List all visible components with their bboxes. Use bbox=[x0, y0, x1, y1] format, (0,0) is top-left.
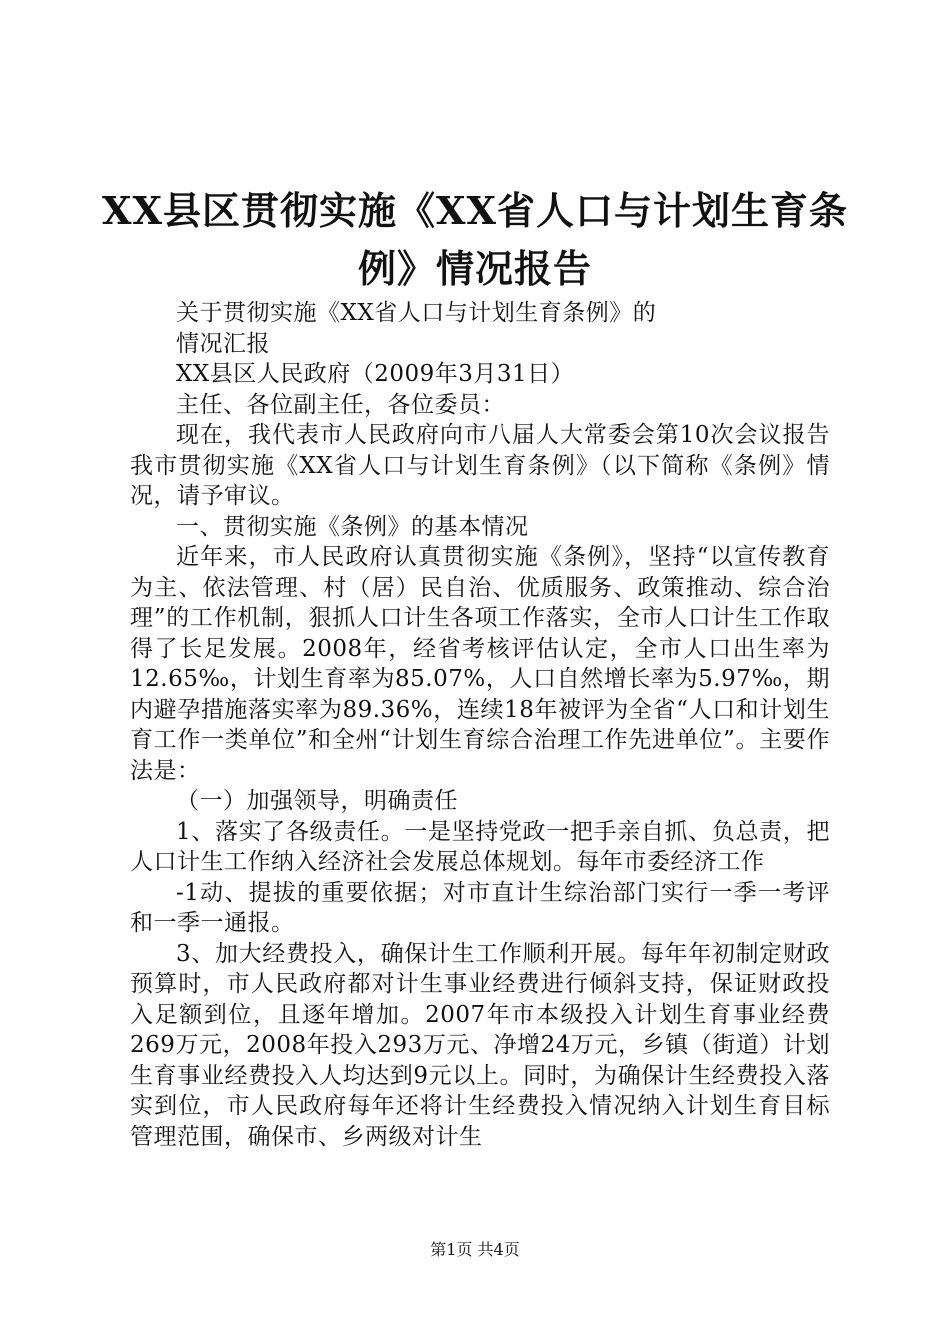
document-body bbox=[130, 298, 830, 1152]
paragraph: -1动、提拔的重要依据；对市直计生综治部门实行一季一考评和一季一通报。 bbox=[130, 879, 830, 936]
page-footer: 第1页 共4页 bbox=[430, 1240, 520, 1259]
paragraph: 关于贯彻实施《XX省人口与计划生育条例》的 bbox=[176, 300, 657, 326]
subsection-heading: （一）加强领导，明确责任 bbox=[176, 788, 458, 814]
paragraph: 近年来，市人民政府认真贯彻实施《条例》，坚持“以宣传教育为主、依法管理、村（居）民自治、优质服务、政策推动、综合治理”的工作机制，狠抓人口计生各项工作落实，全市人口计生工作取得了长足发展。2008年，经省考核评估认定，全市人口出生率为12.65‰，计划生育率为85.07%，人口自然增长率为5.97‰，期内避孕措施落实率为89.36%，连续18年被评为全省“人口和计划生育工作一类单位”和全州“计划生育综合治理工作先进单位”。主要作法是： bbox=[130, 544, 830, 784]
paragraph: 1、落实了各级责任。一是坚持党政一把手亲自抓、负总责，把人口计生工作纳入经济社会发展总体规划。每年市委经济工作 bbox=[130, 818, 830, 875]
paragraph: 主任、各位副主任，各位委员： bbox=[176, 391, 505, 418]
paragraph: 3、加大经费投入，确保计生工作顺利开展。每年年初制定财政预算时，市人民政府都对计生事业经费进行倾斜支持，保证财政投入足额到位，且逐年增加。2007年市本级投入计划生育事业经费269万元，2008年投入293万元、净增24万元，乡镇（街道）计划生育事业经费投入人均达到9元以上。同时，为确保计生经费投入落实到位，市人民政府每年还将计生经费投入情况纳入计划生育目标管理范围，确保市、乡两级对计生 bbox=[130, 940, 830, 1150]
paragraph: XX县区人民政府（2009年3月31日） bbox=[176, 361, 575, 387]
paragraph: 情况汇报 bbox=[176, 330, 270, 357]
document-title: XX县区贯彻实施《XX省人口与计划生育条例》情况报告 bbox=[102, 188, 848, 291]
section-heading: 一、贯彻实施《条例》的基本情况 bbox=[176, 513, 529, 540]
paragraph: 现在，我代表市人民政府向市八届人大常委会第10次会议报告我市贯彻实施《XX省人口与计划生育条例》（以下简称《条例》情况，请予审议。 bbox=[130, 422, 830, 509]
